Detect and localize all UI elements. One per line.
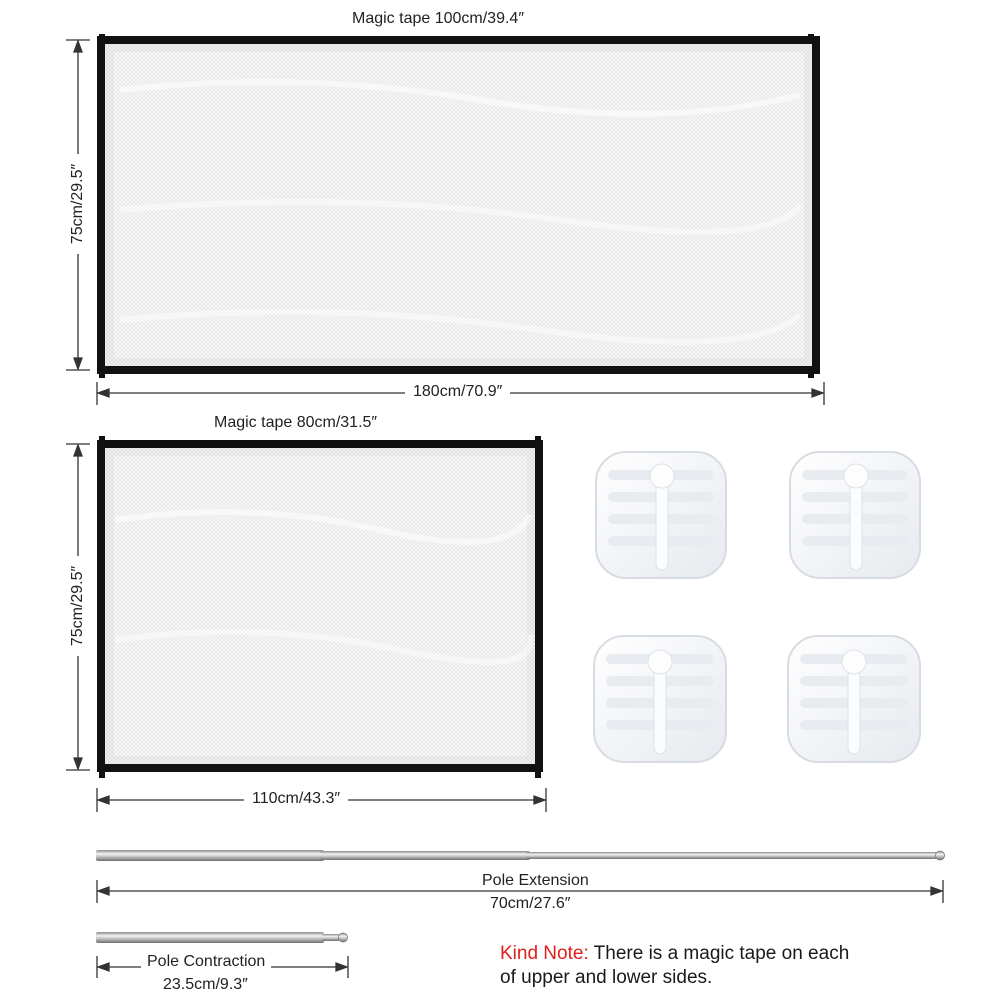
kind-note — [500, 942, 849, 990]
large-gate — [99, 34, 816, 378]
kind-note-prefix: Kind Note: — [500, 943, 589, 964]
adhesive-hook — [788, 636, 920, 762]
pole-contraction-title: Pole Contraction — [141, 953, 271, 971]
adhesive-hook — [790, 452, 920, 578]
contracted-pole — [96, 932, 348, 943]
large-tape-label: Magic tape 100cm/39.4″ — [352, 10, 524, 27]
pole-extension-length: 70cm/27.6″ — [490, 895, 571, 912]
small-tape-label: Magic tape 80cm/31.5″ — [214, 414, 378, 431]
pole-contraction-length: 23.5cm/9.3″ — [163, 976, 248, 993]
small-height-label: 75cm/29.5″ — [69, 556, 87, 656]
kind-note-line2: of upper and lower sides. — [500, 967, 713, 988]
adhesive-hook — [594, 636, 726, 762]
adhesive-hook — [596, 452, 726, 578]
kind-note-line1: There is a magic tape on each — [588, 943, 850, 964]
small-width-label: 110cm/43.3″ — [244, 790, 348, 808]
small-gate — [99, 436, 541, 778]
extended-pole — [96, 850, 945, 861]
large-width-label: 180cm/70.9″ — [405, 383, 510, 401]
large-height-label: 75cm/29.5″ — [69, 154, 87, 254]
pole-extension-title: Pole Extension — [476, 872, 595, 890]
